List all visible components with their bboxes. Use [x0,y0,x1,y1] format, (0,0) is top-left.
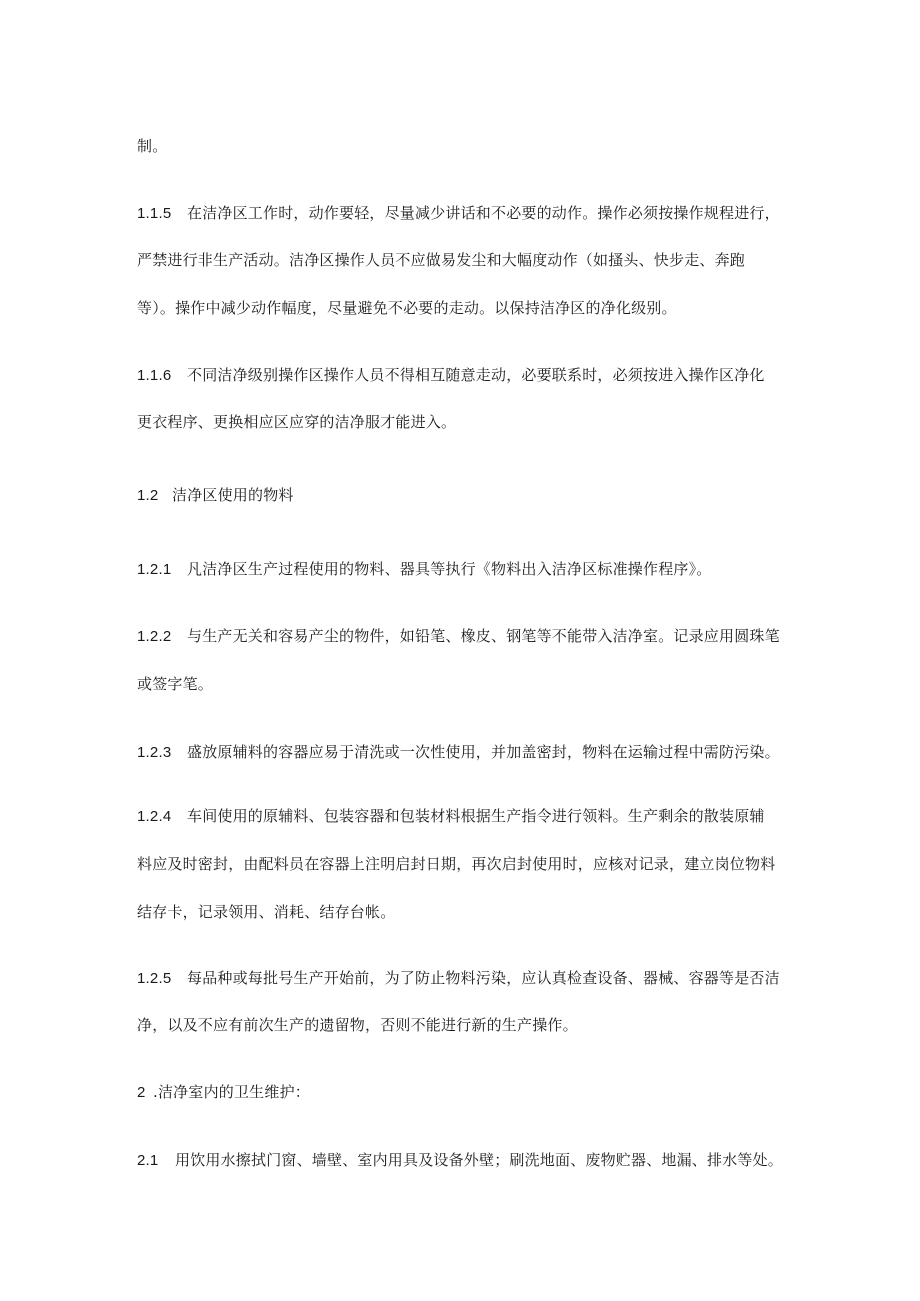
line-text: 严禁进行非生产活动。洁净区操作人员不应做易发尘和大幅度动作（如搔头、快步走、奔跑 [137,251,746,269]
line-text: 或签字笔。 [137,675,214,693]
clause-1-2-1 [137,559,712,580]
clause-1-2-3 [137,742,780,763]
clause-text: 与生产无关和容易产尘的物件，如铅笔、橡皮、钢笔等不能带入洁净室。记录应用圆珠笔 [187,627,780,645]
clause-text: 每品种或每批号生产开始前，为了防止物料污染，应认真检查设备、器械、容器等是否洁 [187,969,780,987]
clause-1-1-5 [137,203,780,224]
clause-text: 凡洁净区生产过程使用的物料、器具等执行《物料出入洁净区标准操作程序》。 [187,560,712,578]
clause-number: 1.2.1 [137,561,172,578]
section-number: 1.2 [137,487,159,504]
line-text: 料应及时密封，由配料员在容器上注明启封日期，再次启封使用时，应核对记录，建立岗位物料 [137,855,776,873]
section-title: .洁净室内的卫生维护： [153,1083,310,1101]
clause-number: 1.2.5 [137,970,172,987]
clause-1-1-6 [137,365,765,386]
section-title: 洁净区使用的物料 [172,486,294,504]
clause-number: 2.1 [137,1152,159,1169]
clause-number: 1.1.5 [137,205,172,222]
section-heading-2 [137,1082,310,1103]
clause-1-2-2 [137,626,780,647]
clause-text: 不同洁净级别操作区操作人员不得相互随意走动，必要联系时，必须按进入操作区净化 [187,366,765,384]
text-line [137,250,745,270]
clause-number: 1.2.3 [137,744,172,761]
clause-text: 用饮用水擦拭门窗、墙壁、室内用具及设备外壁；刷洗地面、废物贮器、地漏、排水等处。 [175,1151,784,1169]
section-number: 2 [137,1084,146,1101]
text-line [137,1015,578,1035]
clause-1-2-5 [137,968,780,989]
text-line [137,412,456,432]
text-line [137,298,677,318]
text-line [137,674,213,694]
clause-2-1 [137,1150,783,1171]
text-line [137,136,167,156]
clause-1-2-4 [137,806,765,827]
text-line [137,902,395,922]
line-text: 更衣程序、更换相应区应穿的洁净服才能进入。 [137,413,457,431]
line-text: 制。 [137,137,168,155]
text-line [137,854,775,874]
clause-number: 1.2.2 [137,628,172,645]
line-text: 等）。操作中减少动作幅度，尽量避免不必要的走动。以保持洁净区的净化级别。 [137,299,677,317]
clause-text: 车间使用的原辅料、包装容器和包装材料根据生产指令进行领料。生产剩余的散装原辅 [187,807,765,825]
clause-text: 盛放原辅料的容器应易于清洗或一次性使用，并加盖密封，物料在运输过程中需防污染。 [187,743,780,761]
clause-number: 1.2.4 [137,808,172,825]
line-text: 净，以及不应有前次生产的遗留物，否则不能进行新的生产操作。 [137,1016,578,1034]
section-heading-1-2 [137,485,294,506]
clause-number: 1.1.6 [137,367,172,384]
line-text: 结存卡，记录领用、消耗、结存台帐。 [137,903,396,921]
clause-text: 在洁净区工作时，动作要轻，尽量减少讲话和不必要的动作。操作必须按操作规程进行， [187,204,780,222]
